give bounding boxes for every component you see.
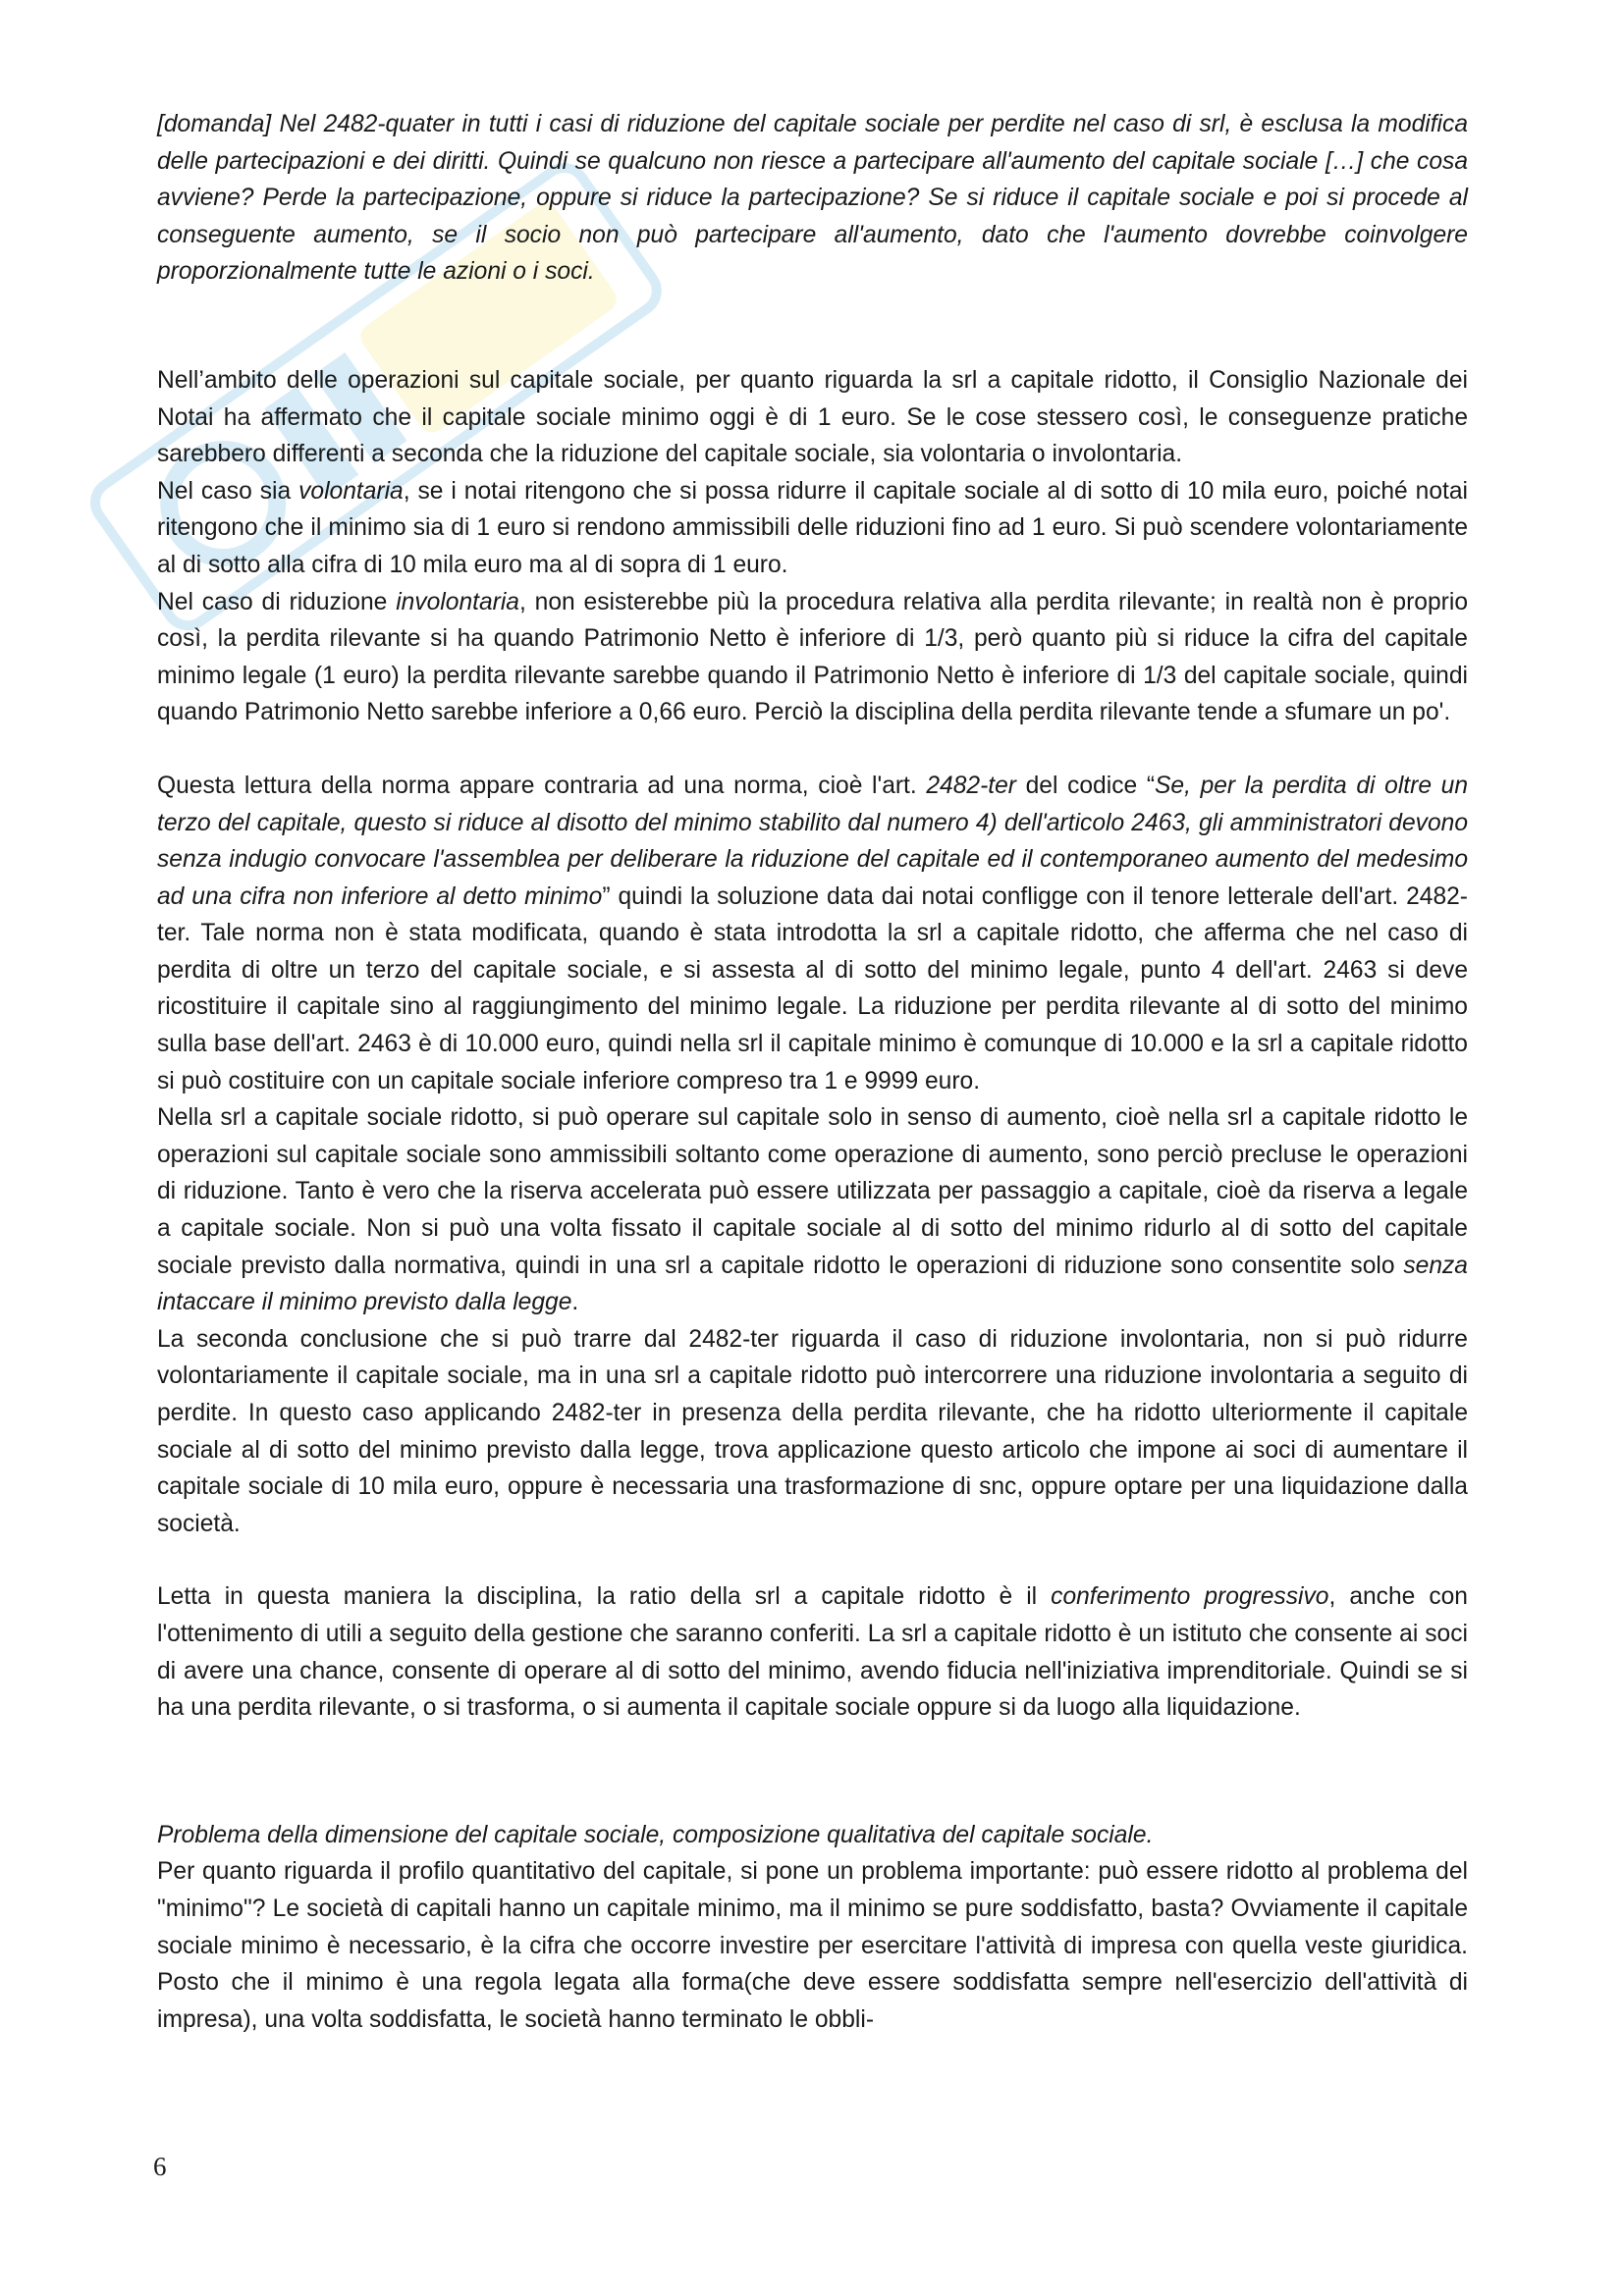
paragraph-increase-only: Nella srl a capitale sociale ridotto, si può operare sul capitale solo in senso di aumento, cioè nella srl a capitale ridotto le operazioni sul capitale sociale sono ammissibili soltanto come operazione di aumento, sono perciò precluse le operazioni di riduzione. Tanto è vero che la riserva accelerata può essere utilizzata per passaggio a capitale, cioè da riserva a legale a capitale sociale. Non si può una volta fissato il capitale sociale al di sotto del minimo ridurlo al di sotto del capitale sociale previsto dalla normativa, quindi in una srl a capitale ridotto le operazioni di riduzione sono consentite solo senza intaccare il minimo previsto dalla legge.	[157, 1104, 1468, 1316]
section-heading: Problema della dimensione del capitale sociale, composizione qualitativa del capitale sociale.	[157, 1821, 1154, 1848]
paragraph-voluntary-reduction: Nel caso sia volontaria, se i notai ritengono che si possa ridurre il capitale sociale al di sotto di 10 mila euro, poiché notai ritengono che il minimo sia di 1 euro si rendono ammissibili delle riduzioni fino ad 1 euro. Si può scendere volontariamente al di sotto alla cifra di 10 mila euro ma al di sopra di 1 euro.	[157, 477, 1468, 578]
page-number: 6	[153, 2152, 167, 2181]
paragraph-quantitative-profile: Per quanto riguarda il profilo quantitativo del capitale, si pone un problema importante: può essere ridotto al problema del "minimo"? Le società di capitali hanno un capitale minimo, ma il minimo se pure soddisfatto, basta? Ovviamente il capitale sociale minimo è necessario, è la cifra che occorre investire per esercitare l'attività di impresa con quella veste giuridica. Posto che il minimo è una regola legata alla forma(che deve essere soddisfatta sempre nell'esercizio dell'attività di impresa), una volta soddisfatta, le società hanno terminato le obbli-	[157, 1858, 1468, 2033]
paragraph-involuntary-reduction: Nel caso di riduzione involontaria, non esisterebbe più la procedura relativa alla perdita rilevante; in realtà non è proprio così, la perdita rilevante si ha quando Patrimonio Netto è inferiore di 1/3, però quanto più si riduce la cifra del capitale minimo legale (1 euro) la perdita rilevante sarebbe quando il Patrimonio Netto è inferiore di 1/3 del capitale sociale, quindi quando Patrimonio Netto sarebbe inferiore a 0,66 euro. Perciò la disciplina della perdita rilevante tende a sfumare un po'.	[157, 588, 1468, 726]
paragraph-minimum-capital: Nell’ambito delle operazioni sul capitale sociale, per quanto riguarda la srl a capitale ridotto, il Consiglio Nazionale dei Notai ha affermato che il capitale sociale minimo oggi è di 1 euro. Se le cose stessero così, le conseguenze pratiche sarebbero differenti a seconda che la riduzione del capitale sociale, sia volontaria o involontaria.	[157, 366, 1468, 468]
document-body	[157, 106, 1468, 2038]
paragraph-ratio: Letta in questa maniera la disciplina, la ratio della srl a capitale ridotto è il conferimento progressivo, anche con l'ottenimento di utili a seguito della gestione che saranno conferiti. La srl a capitale ridotto è un istituto che consente ai soci di avere una chance, consente di operare al di sotto del minimo, avendo fiducia nell'iniziativa imprenditoriale. Quindi se si ha una perdita rilevante, o si trasforma, o si aumenta il capitale sociale oppure si da luogo alla liquidazione.	[157, 1583, 1468, 1722]
paragraph-art-2482-ter: Questa lettura della norma appare contraria ad una norma, cioè l'art. 2482-ter del codice “Se, per la perdita di oltre un terzo del capitale, questo si riduce al disotto del minimo stabilito dal numero 4) dell'articolo 2463, gli amministratori devono senza indugio convocare l'assemblea per deliberare la riduzione del capitale ed il contemporaneo aumento del medesimo ad una cifra non inferiore al detto minimo” quindi la soluzione data dai notai confligge con il tenore letterale dell'art. 2482-ter. Tale norma non è stata modificata, quando è stata introdotta la srl a capitale ridotto, che afferma che nel caso di perdita di oltre un terzo del capitale sociale, e si assesta al di sotto del minimo legale, punto 4 dell'art. 2463 si deve ricostituire il capitale sino al raggiungimento del minimo legale. La riduzione per perdita rilevante al di sotto del minimo sulla base dell'art. 2463 è di 10.000 euro, quindi nella srl il capitale minimo è comunque di 10.000 e la srl a capitale ridotto si può costituire con un capitale sociale inferiore compreso tra 1 e 9999 euro.	[157, 772, 1468, 1095]
paragraph-second-conclusion: La seconda conclusione che si può trarre dal 2482-ter riguarda il caso di riduzione involontaria, non si può ridurre volontariamente il capitale sociale, ma in una srl a capitale ridotto può intercorrere una riduzione involontaria a seguito di perdite. In questo caso applicando 2482-ter in presenza della perdita rilevante, che ha ridotto ulteriormente il capitale sociale al di sotto del minimo previsto dalla legge, trova applicazione questo articolo che impone ai soci di aumentare il capitale sociale di 10 mila euro, oppure è necessaria una trasformazione di snc, oppure optare per una liquidazione dalla società.	[157, 1325, 1468, 1537]
question-paragraph: [domanda] Nel 2482-quater in tutti i casi di riduzione del capitale sociale per perdite nel caso di srl, è esclusa la modifica delle partecipazioni e dei diritti. Quindi se qualcuno non riesce a partecipare all'aumento del capitale sociale […] che cosa avviene? Perde la partecipazione, oppure si riduce la partecipazione? Se si riduce il capitale sociale e poi si procede al conseguente aumento, se il socio non può partecipare all'aumento, dato che l'aumento dovrebbe coinvolgere proporzionalmente tutte le azioni o i soci.	[157, 111, 1468, 286]
